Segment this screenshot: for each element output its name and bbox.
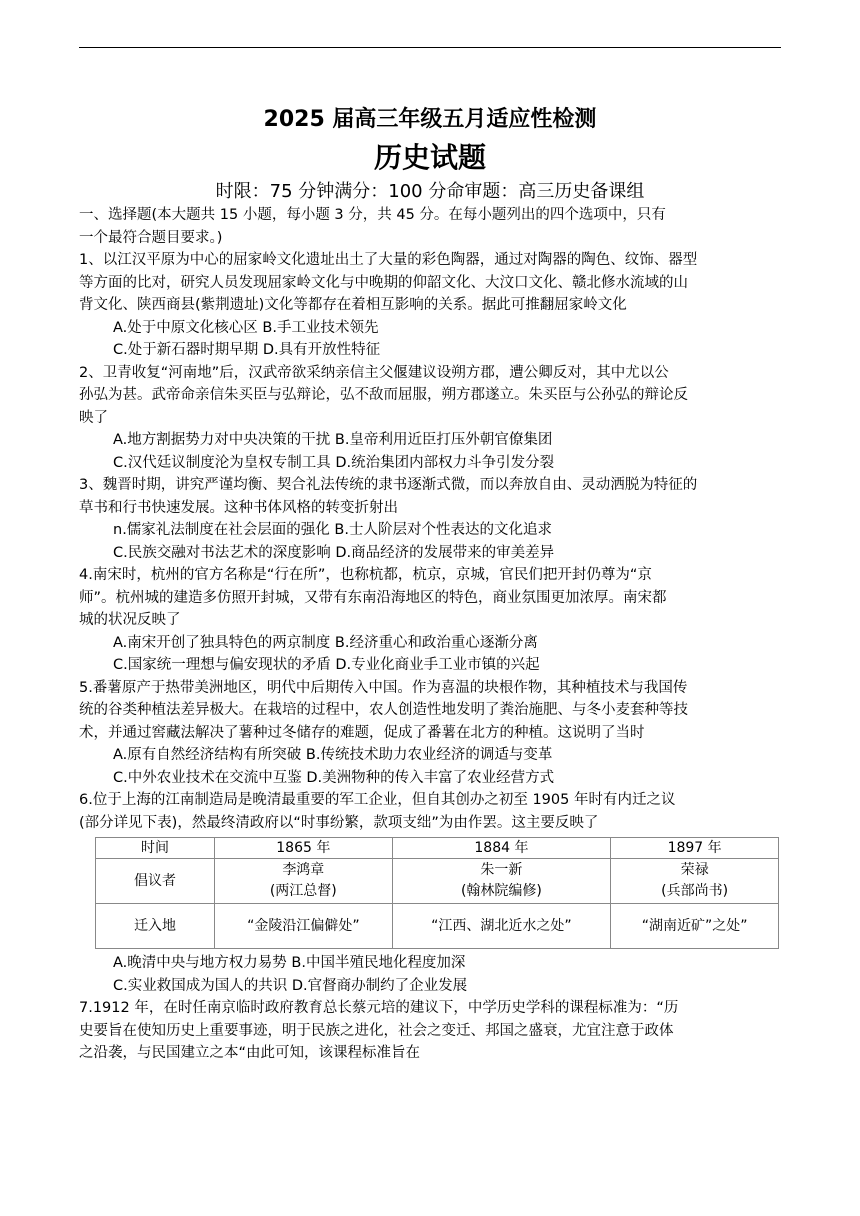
exam-meta: 时限：75 分钟满分：100 分命审题：高三历史备课组: [215, 181, 645, 202]
question-options: C.实业救国成为国人的共识 D.官督商办制约了企业发展: [113, 977, 468, 994]
question-stem: 4.南宋时，杭州的官方名称是“行在所”，也称杭都，杭京，京城，官民们把开封仍尊为“京: [79, 567, 652, 583]
question-stem: 1、以江汉平原为中心的屈家岭文化遗址出土了大量的彩色陶器，通过对陶器的陶色、纹饰、器型: [79, 252, 698, 268]
section-intro: 一个最符合题目要求。): [79, 229, 223, 246]
proposer-title: (兵部尚书): [661, 883, 729, 899]
question-stem: 城的状况反映了: [79, 612, 181, 628]
question-options: C.中外农业技术在交流中互鉴 D.美洲物种的传入丰富了农业经营方式: [113, 769, 555, 786]
question-options: A.原有自然经济结构有所突破 B.传统技术助力农业经济的调适与变革: [113, 747, 553, 763]
table-header-row: [96, 838, 779, 859]
question-options: A.处于中原文化核心区 B.手工业技术领先: [113, 319, 379, 336]
table-row: [96, 859, 779, 904]
subject-title: 历史试题: [373, 141, 486, 174]
question-options: A.晚清中央与地方权力易势 B.中国半殖民地化程度加深: [113, 955, 466, 971]
question-stem: 5.番薯原产于热带美洲地区，明代中后期传入中国。作为喜温的块根作物，其种植技术与我国传: [79, 679, 688, 696]
exam-title: 2025 届高三年级五月适应性检测: [263, 107, 597, 132]
table-row: [96, 904, 779, 949]
table-cell: “湖南近矿”之处”: [611, 904, 779, 949]
proposer-name: 朱一新: [480, 862, 523, 878]
proposer-title: (两江总督): [269, 883, 337, 899]
table-cell: “江西、湖北近水之处”: [392, 904, 611, 949]
question-stem: 统的谷类种植法差异极大。在栽培的过程中，农人创造性地发明了粪治施肥、与冬小麦套种等技: [79, 702, 688, 718]
section-intro: 一、选择题(本大题共 15 小题，每小题 3 分，共 45 分。在每小题列出的四个选项中，只有: [79, 207, 666, 223]
table-cell: [611, 859, 779, 904]
table-row-label: 倡议者: [96, 859, 215, 904]
proposer-name: 李鸿章: [282, 862, 325, 878]
table-row-label: 迁入地: [96, 904, 215, 949]
question-stem: 3、魏晋时期，讲究严谨均衡、契合礼法传统的隶书逐渐式微，而以奔放自由、灵动洒脱为特征的: [79, 477, 698, 493]
table-header-cell: 1865 年: [215, 838, 393, 859]
question-stem: 孙弘为甚。武帝命亲信朱买臣与弘辩论，弘不敌而屈服，朔方郡遂立。朱买臣与公孙弘的辩论反: [79, 387, 688, 403]
exam-body: [79, 204, 779, 1065]
question-stem: 7.1912 年，在时任南京临时政府教育总长蔡元培的建议下，中学历史学科的课程标准为：“历: [79, 1000, 679, 1016]
question-options: C.民族交融对书法艺术的深度影响 D.商品经济的发展带来的审美差异: [113, 544, 555, 561]
question-options: C.国家统一理想与偏安现状的矛盾 D.专业化商业手工业市镇的兴起: [113, 657, 540, 673]
proposer-name: 荣禄: [680, 862, 709, 878]
question-stem: 史要旨在使知历史上重要事迹，明于民族之进化，社会之变迁、邦国之盛衰，尤宜注意于政体: [79, 1022, 674, 1039]
proposer-title: (翰林院编修): [460, 883, 542, 899]
question-options: n.儒家礼法制度在社会层面的强化 B.士人阶层对个性表达的文化追求: [113, 522, 552, 538]
question-options: C.汉代廷议制度沦为皇权专制工具 D.统治集团内部权力斗争引发分裂: [113, 454, 555, 471]
table-cell: [215, 859, 393, 904]
table-cell: “金陵沿江偏僻处”: [215, 904, 393, 949]
question-stem: 映了: [79, 409, 108, 426]
question-stem: 6.位于上海的江南制造局是晚清最重要的军工企业，但自其创办之初至 1905 年时有内迁之议: [79, 792, 676, 808]
question-stem: 背文化、陕西商县(紫荆遗址)文化等都存在着相互影响的关系。据此可推翻屈家岭文化: [79, 297, 627, 313]
table-header-cell: 时间: [96, 838, 215, 859]
question-options: C.处于新石器时期早期 D.具有开放性特征: [113, 342, 381, 358]
top-rule: [79, 47, 781, 48]
relocation-table: [95, 837, 779, 949]
table-header-cell: 1897 年: [611, 838, 779, 859]
question-stem: 2、卫青收复“河南地”后，汉武帝欲采纳亲信主父偃建议设朔方郡，遭公卿反对，其中尤以公: [79, 364, 669, 381]
question-stem: (部分详见下表)，然最终清政府以“时事纷繁，款项支绌”为由作罢。这主要反映了: [79, 814, 599, 831]
question-stem: 之沿袭，与民国建立之本“由此可知，该课程标准旨在: [79, 1045, 421, 1061]
table-cell: [392, 859, 611, 904]
question-stem: 术，并通过窖藏法解决了薯种过冬储存的难题，促成了番薯在北方的种植。这说明了当时: [79, 724, 645, 741]
question-options: A.南宋开创了独具特色的两京制度 B.经济重心和政治重心逐渐分离: [113, 634, 538, 651]
table-header-cell: 1884 年: [392, 838, 611, 859]
question-stem: 草书和行书快速发展。这种书体风格的转变折射出: [79, 499, 398, 516]
question-stem: 等方面的比对，研究人员发现屈家岭文化与中晚期的仰韶文化、大汶口文化、赣北修水流域的山: [79, 274, 688, 291]
question-stem: 师”。杭州城的建造多仿照开封城，又带有东南沿海地区的特色，商业氛围更加浓厚。南宋都: [79, 589, 667, 606]
question-options: A.地方割据势力对中央决策的干扰 B.皇帝利用近臣打压外朝官僚集团: [113, 432, 553, 448]
